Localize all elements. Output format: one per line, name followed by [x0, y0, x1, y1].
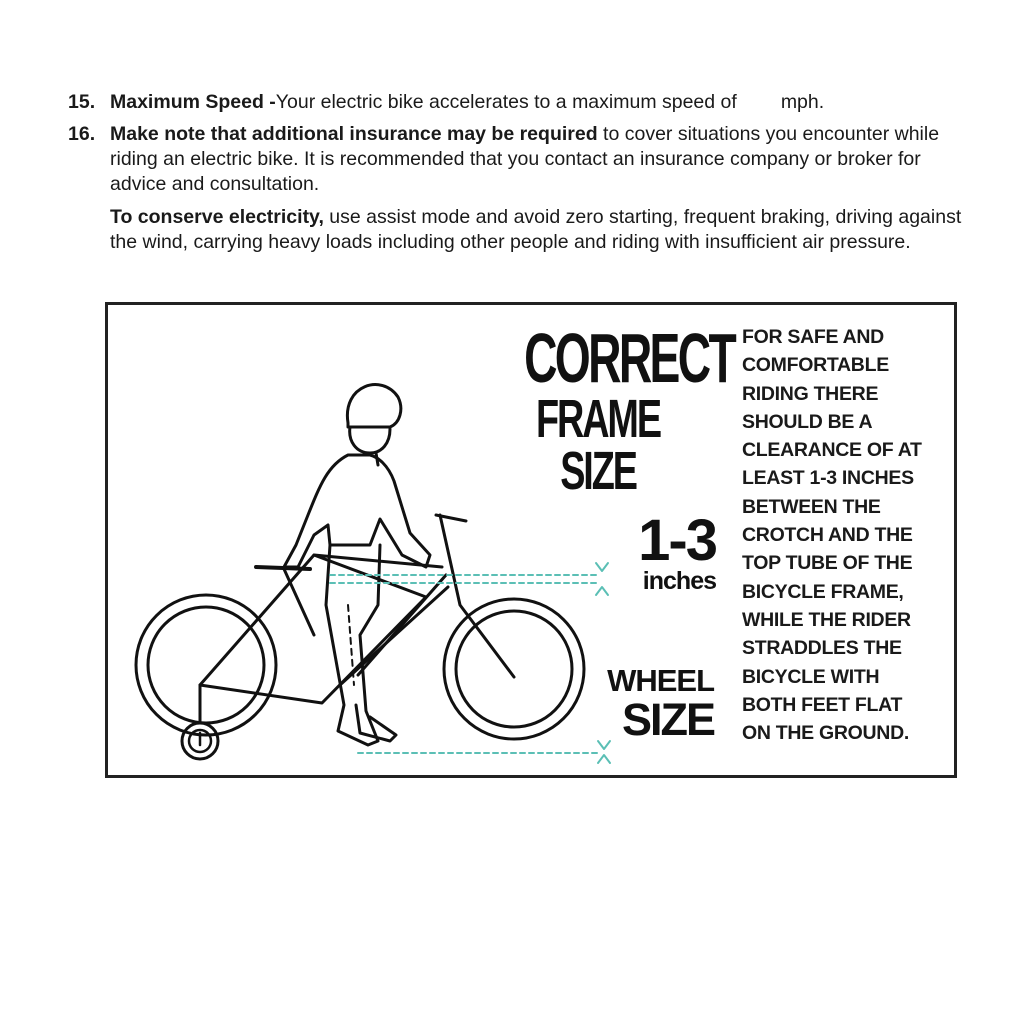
note-line: FOR SAFE AND — [742, 326, 884, 348]
bike-frame — [200, 555, 426, 703]
item-text-unit: mph. — [780, 91, 825, 113]
item-heading: Maximum Speed - — [110, 91, 276, 113]
title-line-1: CORRECT — [524, 319, 735, 397]
item-heading: Make note that additional insurance may be required — [110, 123, 598, 145]
clearance-unit: inches — [642, 567, 716, 595]
frame-size-note — [742, 323, 952, 747]
conserve-heading: To conserve electricity, — [110, 206, 324, 228]
item-15 — [68, 90, 968, 115]
note-line: WHILE THE RIDER — [742, 608, 911, 631]
item-16 — [68, 122, 968, 197]
figure-title — [486, 319, 735, 501]
note-line: CROTCH AND THE — [742, 524, 913, 547]
frame-size-figure — [105, 302, 957, 778]
front-wheel-inner — [456, 611, 572, 727]
note-line: BICYCLE WITH — [742, 665, 880, 688]
instruction-list — [68, 90, 968, 255]
note-line: RIDING THERE — [742, 382, 879, 405]
rear-wheel — [136, 595, 276, 735]
title-line-2: FRAME SIZE — [536, 389, 660, 501]
item-body — [110, 90, 968, 115]
front-wheel — [444, 599, 584, 739]
note-line: LEAST 1-3 INCHES — [742, 467, 914, 490]
clearance-lines — [330, 575, 598, 753]
note-line: TOP TUBE OF THE — [742, 552, 913, 575]
note-line: BETWEEN THE — [742, 495, 881, 518]
wheel-label: WHEEL — [607, 663, 714, 698]
item-number: 16. — [68, 123, 96, 145]
item-text: Your electric bike accelerates to a maximum speed of — [275, 91, 737, 113]
size-label: SIZE — [621, 694, 714, 745]
bike-fork — [440, 515, 514, 677]
note-line: BICYCLE FRAME, — [742, 580, 904, 603]
note-line: SHOULD BE A — [742, 410, 873, 433]
item-body — [110, 122, 968, 197]
conserve-text: use assist mode and avoid zero starting, frequent braking, driving against the wind, carrying heavy loads including other people and riding with insufficient air pressure. — [110, 206, 962, 253]
helmet — [347, 385, 400, 427]
note-line: BOTH FEET FLAT — [742, 693, 903, 716]
rear-wheel-inner — [148, 607, 264, 723]
rider-torso — [284, 455, 430, 567]
note-line: COMFORTABLE — [742, 354, 889, 377]
item-number: 15. — [68, 91, 96, 113]
item-text: to cover situations you encounter while riding an electric bike. It is recommended that you contact an insurance company or broker for advice and consultation. — [110, 123, 940, 195]
note-line: STRADDLES THE — [742, 637, 902, 660]
clearance-range: 1-3 — [638, 508, 716, 573]
conserve-paragraph — [110, 205, 968, 255]
note-line: CLEARANCE OF AT — [742, 439, 922, 462]
note-line: ON THE GROUND. — [742, 722, 909, 745]
